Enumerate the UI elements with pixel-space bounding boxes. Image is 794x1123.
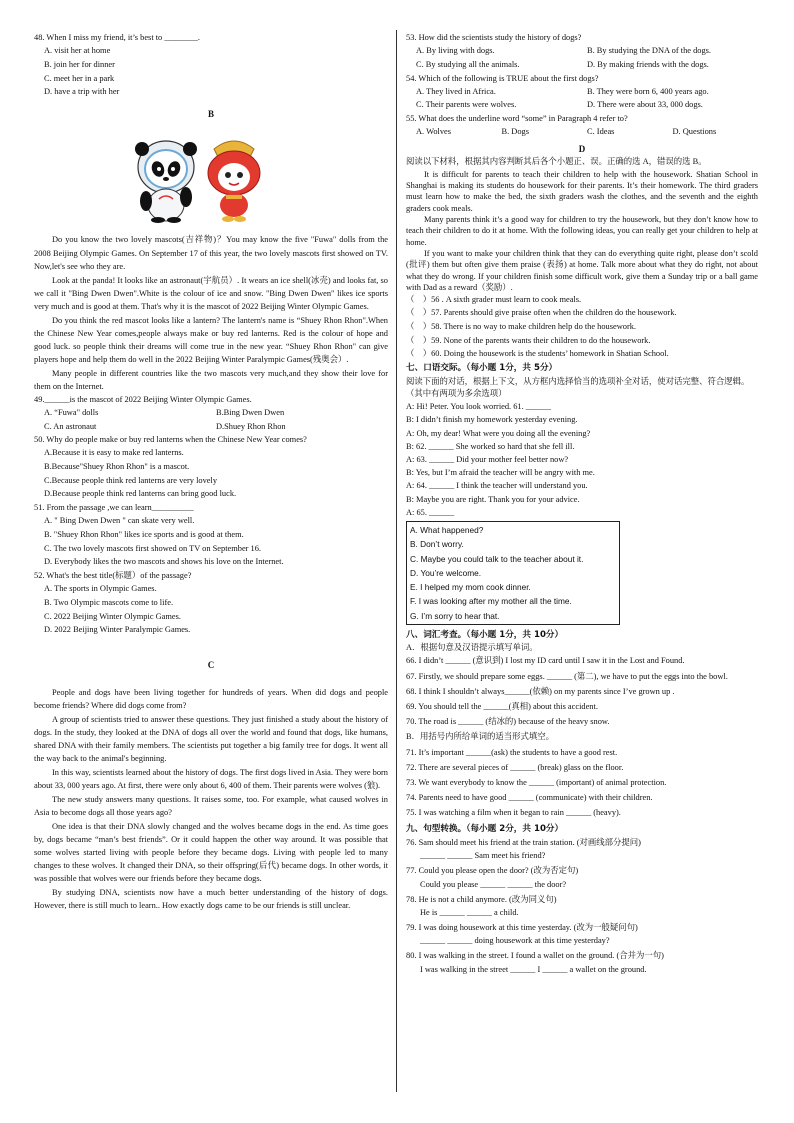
box-option-c: C. Maybe you could talk to the teacher about it. <box>410 553 584 564</box>
dialogue-line-7: A: 64. ______ I think the teacher will understand you. <box>406 481 588 491</box>
q53-option-b: B. By studying the DNA of the dogs. <box>587 46 711 56</box>
q55-option-a: A. Wolves <box>416 127 451 137</box>
q53-options-row-2 <box>406 59 758 71</box>
section-c-paragraph-1: People and dogs have been living together for hundreds of years. When did dogs and people become friends? Where did dogs come from? <box>34 687 388 710</box>
box-option-d: D. You’re welcome. <box>410 567 482 578</box>
q48-stem: 48. When I miss my friend, it’s best to ________. <box>34 33 200 42</box>
tf-item-60: （ ）60. Doing the housework is the students’ homework in Shatian School. <box>406 349 669 359</box>
section-c-paragraph-5: One idea is that their DNA slowly changed and the wolves became dogs in the end. As time goes by, dogs became “man’s best friends”. Or it could happen the other way around. It was possible that some wolves started living with people before they became dogs. Living with people led to many changes to these wolves. It changed their DNA, so their offspring(后代) became dogs. In other words, it was possible that wolves were our friends before they became dogs. <box>34 821 388 883</box>
box-option-a: A. What happened? <box>410 524 484 535</box>
q52-option-d: D. 2022 Beijing Winter Paralympic Games. <box>44 625 191 635</box>
dialogue-line-8: B: Maybe you are right. Thank you for your advice. <box>406 494 580 504</box>
section-d-paragraph-1: It is difficult for parents to teach their children to help with the housework. Shatian School in Shanghai is making its students do housework for their parents. It’s their homework. The third graders must learn how to make the bed, the sixth graders wash the clothes, and the seventh and the eighth graders cook meals. <box>406 169 758 213</box>
q49-option-d: D.Shuey Rhon Rhon <box>216 421 286 431</box>
q51-option-d: D. Everybody likes the two mascots and shows his love on the Internet. <box>44 557 284 567</box>
vocab-item-66: 66. I didn’t ______ (意识到) I lost my ID card until I saw it in the Lost and Found. <box>406 656 685 666</box>
vocab-item-70: 70. The road is ______ (结冰的) because of the heavy snow. <box>406 717 610 727</box>
section-8-sub-b: B．用括号内所给单词的适当形式填空。 <box>406 732 554 742</box>
section-c-paragraph-6: By studying DNA, scientists now have a much better understanding of the history of dogs. However, there is still much to learn.. How exactly dogs came to be our friends is still unclear. <box>34 887 388 910</box>
q49-option-b: B.Bing Dwen Dwen <box>216 407 285 417</box>
q49-options-row-1 <box>34 407 388 419</box>
section-d-paragraph-3: If you want to make your children think that they can do everything quite right, please don’t scold (批评) them but often give them praise (表扬) at home. Talk more about what they do right, not about what they do wrong. If your children finish some difficult work, give them a Sunday trip or a ball game with Dad as a reward（奖励）. <box>406 249 758 293</box>
q53-option-c: C. By studying all the animals. <box>416 59 520 69</box>
section-b-paragraph-2: Look at the panda! It looks like an astronaut(宇航员）. It wears an ice shell(冰壳) and looks fat, so we call it "Bing Dwen Dwen".White is the colour of ice and snow. "Bing Dwen Dwen" likes ice sports very much and is good at them. That's why it is the mascot of 2022 Beijing Winter Olympic Games. <box>34 275 388 311</box>
q54-options-row-1 <box>406 86 758 98</box>
q54-options-row-2 <box>406 99 758 111</box>
q51-option-c: C. The two lovely mascots first showed on TV on September 16. <box>44 543 262 553</box>
transform-item-80: 80. I was walking in the street. I found a wallet on the ground. (合并为一句) <box>406 951 664 961</box>
tf-item-56: （ ）56 . A sixth grader must learn to cook meals. <box>406 294 582 304</box>
right-column <box>406 32 758 977</box>
q49-option-c: C. An astronaut <box>44 421 97 431</box>
transform-item-76: 76. Sam should meet his friend at the train station. (对画线部分提问) <box>406 837 641 847</box>
q49-options-row-2 <box>34 421 388 433</box>
section-c-paragraph-4: The new study answers many questions. It raises some, too. For example, what caused wolves in Asia to become dogs all those years ago? <box>34 794 388 817</box>
section-d-title: D <box>578 143 586 154</box>
q48-option-b: B. join her for dinner <box>44 59 115 69</box>
transform-answer-79: ______ ______ doing housework at this time yesterday? <box>420 936 610 946</box>
q50-option-a: A.Because it is easy to make red lanterns. <box>44 448 184 458</box>
q55-option-d: D. Questions <box>672 127 717 137</box>
vocab-item-74: 74. Parents need to have good ______ (communicate) with their children. <box>406 793 653 803</box>
tf-item-57: （ ）57. Parents should give praise often when the children do the housework. <box>406 308 677 318</box>
q53-stem: 53. How did the scientists study the history of dogs? <box>406 33 582 42</box>
transform-item-78: 78. He is not a child anymore. (改为同义句) <box>406 894 557 904</box>
box-option-b: B. Don’t worry. <box>410 539 464 550</box>
q52-option-c: C. 2022 Beijing Winter Olympic Games. <box>44 611 181 621</box>
options-box <box>406 521 620 625</box>
vocab-item-68: 68. I think I shouldn’t always______(依赖) on my parents since I’ve grown up . <box>406 686 675 696</box>
box-option-e: E. I helped my mom cook dinner. <box>410 582 531 593</box>
section-d-instruction: 阅读以下材料，根据其内容判断其后各个小题正、误。正确的选 A，错误的选 B。 <box>406 156 707 166</box>
transform-answer-77: Could you please ______ ______ the door? <box>420 879 567 889</box>
section-d-paragraph-2: Many parents think it’s a good way for children to try the housework, but they don’t know how to teach their children to do it at home. With the following ideas, you can really get your children to help at home. <box>406 215 758 247</box>
q54-option-b: B. They were born 6, 400 years ago. <box>587 86 709 96</box>
q48-option-a: A. visit her at home <box>44 46 111 56</box>
q49-option-a: A. “Fuwa" dolls <box>44 407 99 417</box>
q51-option-b: B. "Shuey Rhon Rhon" likes ice sports and is good at them. <box>44 530 244 540</box>
section-b-paragraph-3: Do you think the red mascot looks like a lantern? The lantern's name is “Shuey Rhon Rhon".When the Chinese New Year comes,people always make or buy red lanterns. Red is the colour of hope and good luck. so people think their dreams will come true in the new year. “Shuey Rhon Rhon" can give players hope and help them do well in the 2022 Beijing Winter Paralympic Games(残奥会）. <box>34 315 388 364</box>
q53-option-d: D. By making friends with the dogs. <box>587 59 709 69</box>
q50-option-d: D.Because people think red lanterns can bring good luck. <box>44 489 237 499</box>
vocab-item-71: 71. It’s important ______(ask) the students to have a good rest. <box>406 747 618 757</box>
bing-dwen-dwen-icon <box>132 133 200 223</box>
dialogue-line-5: A: 63. ______ Did your mother feel better now? <box>406 455 569 465</box>
q51-option-a: A. " Bing Dwen Dwen " can skate very well. <box>44 516 195 526</box>
q52-stem: 52. What's the best title(标题）of the passage? <box>34 571 192 581</box>
transform-item-79: 79. I was doing housework at this time yesterday. (改为一般疑问句) <box>406 923 638 933</box>
section-c-paragraph-2: A group of scientists tried to answer these questions. They just finished a study about the history of dogs. In the study, they looked at the DNA of dogs all over the world and found that dogs, like humans, shared DNA with their family members. The scientists put together a big family tree for dogs. It went all the way back to the animal's beginning. <box>34 714 388 763</box>
tf-item-59: （ ）59. None of the parents wants their children to do the housework. <box>406 335 651 345</box>
section-b-title: B <box>207 109 214 120</box>
q48-option-d: D. have a trip with her <box>44 87 120 97</box>
dialogue-line-9: A: 65. ______ <box>406 507 455 517</box>
q54-option-c: C. Their parents were wolves. <box>416 100 517 110</box>
dialogue-line-1: A: Hi! Peter. You look worried. 61. ______ <box>406 402 551 412</box>
dialogue-line-3: A: Oh, my dear! What were you doing all the evening? <box>406 428 591 438</box>
section-b-paragraph-1: Do you know the two lovely mascots(吉祥物)？You may know the five "Fuwa" dolls from the 2008 Beijing Olympic Games. On September 17 of this year, the two lovely mascots first showed on TV. Now,let's see who they are. <box>34 235 388 271</box>
q55-stem: 55. What does the underline word “some” in Paragraph 4 refer to? <box>406 114 628 124</box>
vocab-item-67: 67. Firstly, we should prepare some eggs. ______ (第二), we have to put the eggs into the bowl. <box>406 671 728 681</box>
q53-option-a: A. By living with dogs. <box>416 46 495 56</box>
column-divider <box>396 30 397 1092</box>
q48-option-c: C. meet her in a park <box>44 73 115 83</box>
q55-options-row <box>406 126 758 138</box>
vocab-item-69: 69. You should tell the ______(真相) about this accident. <box>406 702 598 712</box>
vocab-item-75: 75. I was watching a film when it began to rain ______ (heavy). <box>406 808 621 818</box>
q52-option-b: B. Two Olympic mascots come to life. <box>44 597 174 607</box>
box-option-f: F. I was looking after my mother all the time. <box>410 596 572 607</box>
left-column <box>34 32 388 913</box>
box-option-g: G. I’m sorry to hear that. <box>410 610 500 621</box>
q54-stem: 54. Which of the following is TRUE about the first dogs? <box>406 73 599 83</box>
section-b-paragraph-4: Many people in different countries like the two mascots very much,and they show their love for them on the Internet. <box>34 368 388 391</box>
dialogue-line-6: B: Yes, but I’m afraid the teacher will be angry with me. <box>406 468 595 478</box>
section-c-paragraph-3: In this way, scientists learned about the history of dogs. The first dogs lived in Asia. They were born about 33, 000 years ago. At first, there were only about 6, 400 of them. Their parents were wolves (狼). <box>34 767 388 790</box>
transform-answer-78: He is ______ ______ a child. <box>420 907 519 917</box>
section-8-title: 八、词汇考查。（每小题 1分，共 10分） <box>406 629 564 640</box>
section-7-instruction: 阅读下面的对话，根据上下文，从方框内选择恰当的选项补全对话，使对话完整、符合逻辑。（其中有两项为多余选项） <box>406 376 750 399</box>
q49-stem: 49.______is the mascot of 2022 Beijing Winter Olympic Games. <box>34 394 252 404</box>
vocab-item-73: 73. We want everybody to know the ______ (important) of animal protection. <box>406 777 667 787</box>
section-9-title: 九、句型转换。（每小题 2分，共 10分） <box>406 823 564 834</box>
dialogue-line-2: B: I didn’t finish my homework yesterday evening. <box>406 415 578 425</box>
q50-option-c: C.Because people think red lanterns are very lovely <box>44 475 218 485</box>
transform-item-77: 77. Could you please open the door? (改为否定句) <box>406 866 579 876</box>
q50-stem: 50. Why do people make or buy red lanterns when the Chinese New Year comes? <box>34 435 307 445</box>
shuey-rhon-rhon-icon <box>204 133 264 223</box>
q50-option-b: B.Because"Shuey Rhon Rhon" is a mascot. <box>44 462 190 472</box>
q55-option-b: B. Dogs <box>501 127 529 137</box>
q52-option-a: A. The sports in Olympic Games. <box>44 584 157 594</box>
q54-option-a: A. They lived in Africa. <box>416 86 496 96</box>
vocab-item-72: 72. There are several pieces of ______ (break) glass on the floor. <box>406 762 624 772</box>
tf-item-58: （ ）58. There is no way to make children help do the housework. <box>406 321 637 331</box>
mascots-image <box>132 127 388 223</box>
section-8-sub-a: A．根据句意及汉语提示填写单词。 <box>406 643 538 653</box>
q51-stem: 51. From the passage ,we can learn__________ <box>34 503 194 513</box>
q54-option-d: D. There were about 33, 000 dogs. <box>587 100 703 110</box>
q53-options-row-1 <box>406 45 758 57</box>
q55-option-c: C. Ideas <box>587 127 615 137</box>
section-7-title: 七、口语交际。（每小题 1分，共 5分） <box>406 363 558 374</box>
dialogue-line-4: B: 62. ______ She worked so hard that she fell ill. <box>406 441 575 451</box>
section-c-title: C <box>207 659 215 670</box>
transform-answer-80: I was walking in the street ______ I ______ a wallet on the ground. <box>420 964 647 974</box>
transform-answer-76: ______ ______ Sam meet his friend? <box>420 851 546 861</box>
